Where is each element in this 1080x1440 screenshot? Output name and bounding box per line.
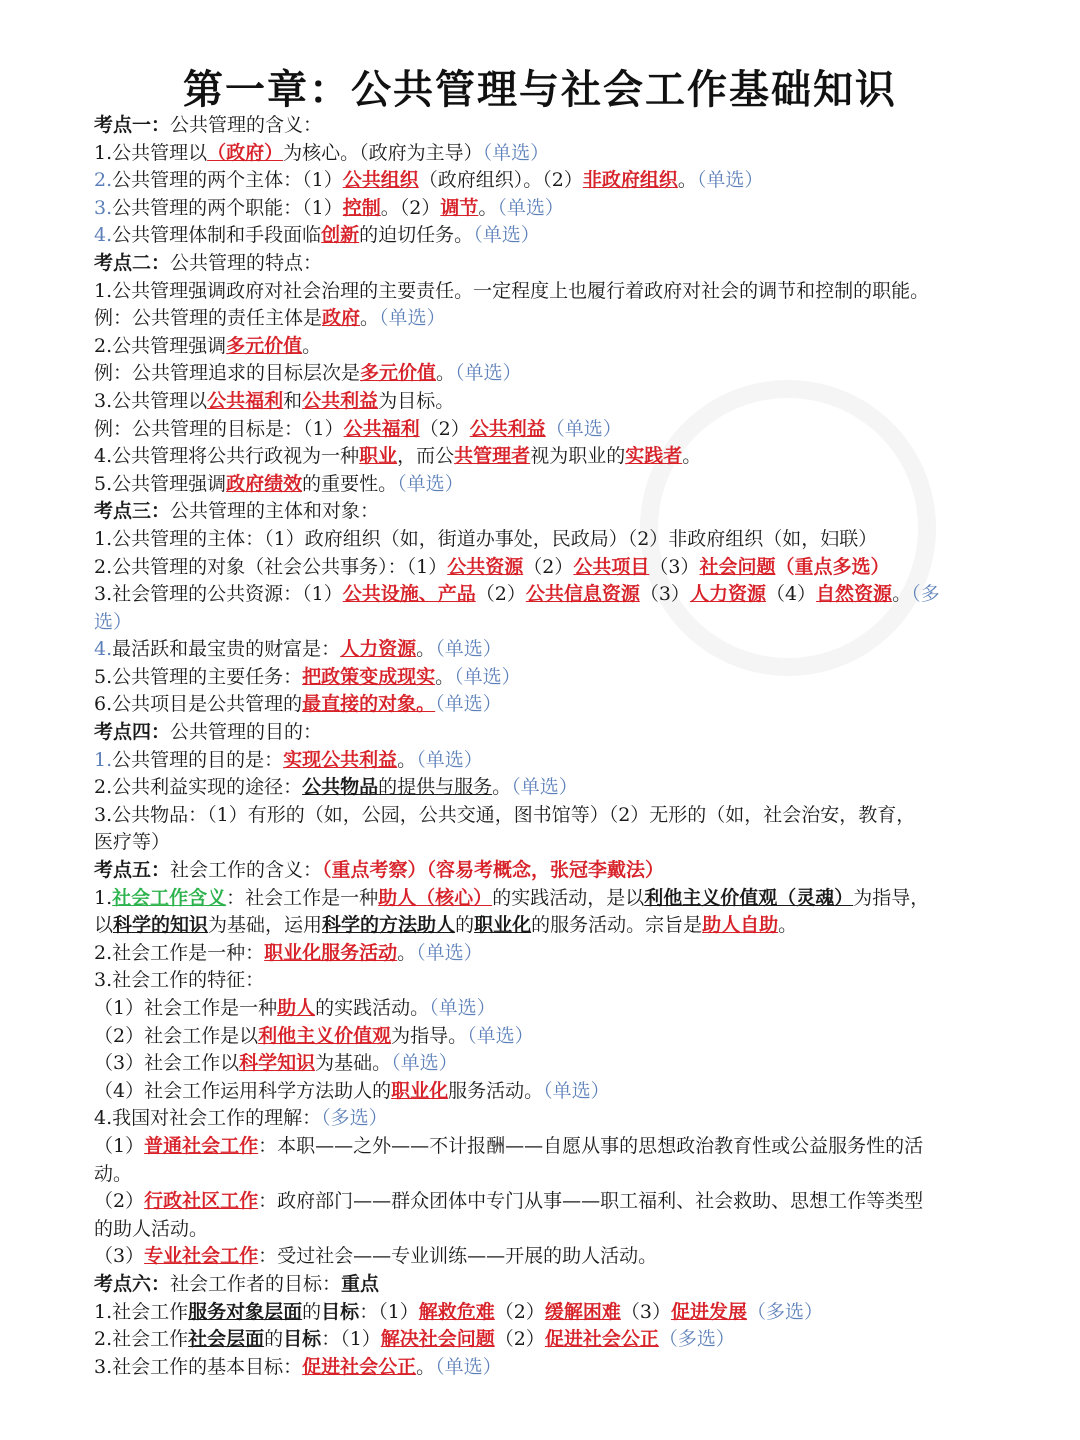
key-term: 人力资源	[689, 583, 766, 606]
text-segment: 考点五：	[94, 859, 171, 882]
text-segment: ：受过社会——专业训练——开展的助人活动。	[258, 1245, 658, 1268]
key-term: 调节	[440, 196, 479, 219]
text-segment: 为基础。	[315, 1052, 392, 1075]
key-term: 非政府组织	[582, 169, 678, 192]
text-line	[94, 471, 1034, 499]
text-segment: 的实践活动，是以	[492, 886, 645, 909]
text-segment: 2.社会工作是一种：	[94, 941, 265, 964]
text-segment: 考点二：	[94, 251, 171, 274]
text-segment: 医疗等）	[94, 831, 171, 854]
text-segment: 2.社会工作	[94, 1328, 189, 1351]
text-segment: （3）	[94, 1245, 145, 1268]
key-term: 利他主义价值观	[258, 1024, 392, 1047]
text-segment: 考点一：	[94, 114, 171, 136]
text-segment: 服务活动。	[448, 1079, 544, 1102]
text-line	[94, 664, 1034, 692]
text-segment: 1.公共管理的主体：（1）政府组织（如，街道办事处，民政局）（2）非政府组织（如，妇联）	[94, 527, 878, 550]
text-segment: 。	[892, 583, 912, 606]
text-line	[94, 802, 1034, 830]
text-segment: 目标	[283, 1328, 322, 1351]
text-segment: 公共管理的目的是：	[112, 748, 284, 771]
text-line	[94, 1133, 1034, 1161]
question-type-tag: （单选）	[454, 665, 521, 688]
key-term: 控制	[342, 196, 381, 219]
key-term: 助人自助	[702, 914, 779, 937]
question-type-tag: （单选）	[473, 224, 540, 247]
question-type-tag: （单选）	[545, 417, 622, 440]
text-segment: 5.公共管理的主要任务：	[94, 665, 303, 688]
text-line	[94, 554, 1034, 582]
text-segment: 。	[435, 665, 455, 688]
text-segment: 视为职业的	[530, 445, 626, 468]
text-line	[94, 333, 1034, 361]
text-segment: 2.公共管理的对象（社会公共事务）：（1）	[94, 555, 448, 578]
section-heading	[94, 1271, 1034, 1299]
key-term: 职业化服务活动	[264, 941, 398, 964]
key-term: 多元价值	[360, 362, 437, 385]
text-segment: （政府组织）。（2）	[418, 169, 583, 192]
question-type-tag: （多选）	[747, 1300, 824, 1323]
section-heading	[94, 498, 1034, 526]
key-term: 科学知识	[239, 1052, 316, 1075]
key-term: 共管理者	[454, 445, 531, 468]
text-segment: 5.公共管理强调	[94, 472, 227, 495]
key-term: 助人（核心）	[378, 886, 493, 909]
text-line	[94, 1188, 1034, 1216]
key-term: 公共资源	[447, 555, 524, 578]
page-title: 第一章：公共管理与社会工作基础知识	[183, 66, 897, 113]
text-segment: （1）社会工作是一种	[94, 997, 278, 1019]
text-segment: 1.公共管理强调政府对社会治理的主要责任。一定程度上也履行着政府对社会的调节和控制的职能。	[94, 279, 930, 302]
key-term: 普通社会工作	[144, 1134, 259, 1157]
key-term: 促进社会公正	[302, 1355, 417, 1378]
text-segment: 3.社会管理的公共资源：（1）	[94, 583, 343, 606]
question-type-tag: （单选）	[435, 638, 502, 661]
key-term: 实现公共利益	[283, 748, 398, 771]
text-segment: 动。	[94, 1162, 133, 1185]
text-segment: 的重要性。	[302, 472, 398, 495]
key-term: 把政策变成现实	[302, 665, 436, 688]
text-segment: （重点多选）	[775, 555, 890, 578]
text-segment: 。	[778, 914, 798, 937]
key-term: 专业社会工作	[144, 1245, 259, 1268]
text-segment: 公共管理的目的：	[170, 721, 323, 744]
text-segment: 。	[416, 638, 436, 661]
text-segment: 例：公共管理的目标是：（1）	[94, 417, 344, 440]
text-segment: 的服务活动。宗旨是	[531, 914, 703, 937]
question-type-tag: 1.	[94, 748, 113, 771]
text-segment: 。	[416, 1355, 436, 1378]
question-type-tag: （单选）	[497, 196, 564, 219]
text-segment: （1）	[94, 1134, 145, 1157]
text-segment: 2.公共利益实现的途径：	[94, 776, 303, 799]
text-line	[94, 195, 1034, 223]
key-term: 政府绩效	[226, 472, 303, 495]
text-line	[94, 1299, 1034, 1327]
section-heading	[94, 250, 1034, 278]
key-term: 创新	[321, 224, 360, 247]
text-segment: 考点三：	[94, 500, 171, 523]
text-line	[94, 774, 1034, 802]
text-segment: 公共管理的两个主体：（1）	[112, 169, 343, 192]
text-segment: 1.公共管理以	[94, 141, 208, 164]
text-segment: 的	[264, 1328, 284, 1351]
text-segment: 科学的方法助人	[322, 914, 456, 937]
text-line	[94, 167, 1034, 195]
text-segment: 2.公共管理强调	[94, 334, 227, 357]
key-term: 公共组织	[342, 169, 419, 192]
key-term: 促进发展	[671, 1300, 748, 1323]
key-term: 自然资源	[816, 583, 893, 606]
key-term: 公共福利	[343, 417, 420, 440]
text-line	[94, 581, 1034, 609]
text-line	[94, 1078, 1034, 1106]
key-term: 促进社会公正	[544, 1328, 659, 1351]
question-type-tag: （单选）	[379, 307, 446, 330]
key-term: 政府	[322, 307, 361, 330]
question-type-tag: （单选）	[455, 362, 522, 385]
text-segment: 3.公共物品：（1）有形的（如，公园，公共交通，图书馆等）（2）无形的（如，社会治安，教育，	[94, 803, 916, 826]
text-segment: 的提供与服务	[378, 776, 493, 799]
question-type-tag: （单选）	[543, 1079, 610, 1102]
text-segment: 为基础，运用	[208, 914, 323, 937]
question-type-tag: 4.	[94, 224, 113, 247]
key-term: 公共利益	[469, 417, 546, 440]
text-segment: 社会工作者的目标：	[170, 1272, 342, 1295]
question-type-tag: （单选）	[416, 941, 483, 964]
text-segment: 例：公共管理追求的目标层次是	[94, 362, 361, 385]
key-term: 职业化	[391, 1079, 449, 1102]
question-type-tag: （单选）	[397, 472, 464, 495]
text-segment: 服务对象层面	[188, 1300, 303, 1323]
text-line	[94, 691, 1034, 719]
key-term: 解救危难	[418, 1300, 495, 1323]
question-type-tag: （单选）	[467, 1024, 534, 1047]
text-segment: 为核心。（政府为主导）	[283, 141, 483, 164]
text-segment: ：政府部门——群众团体中专门从事——职工福利、社会救助、思想工作等类型	[258, 1190, 924, 1213]
key-term: 最直接的对象。	[302, 693, 436, 716]
text-segment: 。（2）	[380, 196, 441, 219]
text-segment: 的迫切任务。	[359, 224, 474, 247]
text-segment: 的实践活动。	[315, 997, 430, 1019]
text-segment: （2）	[94, 1190, 145, 1213]
text-segment: 社会工作的含义：	[170, 859, 323, 882]
text-segment: （2）	[419, 417, 470, 440]
text-segment: 6.公共项目是公共管理的	[94, 693, 303, 716]
text-segment: 公共管理的含义：	[170, 114, 323, 136]
text-segment: 利他主义价值观（灵魂）	[644, 886, 854, 909]
text-segment: 公共管理的特点：	[170, 251, 323, 274]
text-line	[94, 1161, 1034, 1189]
text-line	[94, 609, 1034, 637]
section-heading	[94, 112, 1034, 140]
text-line	[94, 995, 1034, 1023]
text-line	[94, 1216, 1034, 1244]
text-line	[94, 140, 1034, 168]
text-line	[94, 747, 1034, 775]
text-segment: 社会层面	[188, 1328, 265, 1351]
key-term: 实践者	[625, 445, 683, 468]
text-segment: ：本职——之外——不计报酬——自愿从事的思想政治教育性或公益服务性的活	[258, 1134, 924, 1157]
question-type-tag: （单选）	[482, 141, 550, 164]
question-type-tag: （单选）	[511, 776, 578, 799]
key-term: （政府）	[207, 141, 284, 164]
text-segment: 公共管理的主体和对象：	[170, 500, 380, 523]
key-term: 公共福利	[207, 389, 284, 412]
text-segment: 公共管理的两个职能：（1）	[112, 196, 343, 219]
key-term: 缓解困难	[544, 1300, 621, 1323]
text-line	[94, 443, 1034, 471]
text-segment: 。	[436, 362, 456, 385]
text-segment: 。	[492, 776, 512, 799]
text-line	[94, 222, 1034, 250]
section-heading	[94, 719, 1034, 747]
text-segment: ：（1）	[321, 1328, 381, 1351]
text-segment: 社会工作含义	[112, 886, 227, 909]
text-segment: 4.公共管理将公共行政视为一种	[94, 445, 360, 468]
text-segment: （3）	[639, 583, 690, 606]
text-line	[94, 1354, 1034, 1382]
question-type-tag: （单选）	[435, 693, 502, 716]
text-segment: （4）社会工作运用科学方法助人的	[94, 1079, 392, 1102]
text-segment: 的助人活动。	[94, 1217, 209, 1240]
question-type-tag: （单选）	[696, 169, 764, 192]
text-line	[94, 1105, 1034, 1133]
text-line	[94, 360, 1034, 388]
text-segment: ：（1）	[359, 1300, 419, 1323]
text-segment: （2）社会工作是以	[94, 1024, 259, 1047]
text-segment: 公共管理体制和手段面临	[112, 224, 322, 247]
text-segment: （3）	[620, 1300, 671, 1323]
text-segment: （2）	[475, 583, 526, 606]
text-segment: 1.	[94, 886, 113, 909]
text-segment: 。	[677, 169, 697, 192]
key-term: 公共设施、产品	[342, 583, 476, 606]
text-line	[94, 526, 1034, 554]
text-segment: 。	[478, 196, 498, 219]
text-line	[94, 636, 1034, 664]
text-segment: 考点六：	[94, 1272, 171, 1295]
text-segment: 。	[397, 941, 417, 964]
text-segment: 4.我国对社会工作的理解：	[94, 1107, 322, 1130]
text-segment: （3）	[649, 555, 700, 578]
key-term: 助人	[277, 997, 316, 1019]
text-segment: 。	[360, 307, 380, 330]
text-segment: 。	[397, 748, 417, 771]
text-line	[94, 967, 1034, 995]
text-segment: 重点	[341, 1272, 380, 1295]
notes-body	[94, 112, 1034, 1381]
key-term: 职业	[359, 445, 398, 468]
section-heading	[94, 857, 1034, 885]
text-segment: （2）	[494, 1300, 545, 1323]
key-term: 公共信息资源	[525, 583, 640, 606]
text-segment: 为指导。	[391, 1024, 468, 1047]
text-segment: 例：公共管理的责任主体是	[94, 307, 323, 330]
text-segment: 目标	[321, 1300, 360, 1323]
key-term: 行政社区工作	[144, 1190, 259, 1213]
text-line	[94, 940, 1034, 968]
question-type-tag: （单选）	[416, 748, 483, 771]
text-segment: （4）	[765, 583, 817, 606]
text-segment: 的	[455, 914, 475, 937]
text-segment: 。	[302, 334, 322, 357]
text-segment: 为目标。	[378, 389, 455, 412]
question-type-tag: （单选）	[391, 1052, 458, 1075]
question-type-tag: 4.	[94, 638, 113, 661]
text-segment: 和	[283, 389, 303, 412]
text-segment: 为指导，	[853, 886, 930, 909]
text-line	[94, 1023, 1034, 1051]
question-type-tag: （多选）	[658, 1328, 735, 1351]
text-segment: 以	[94, 914, 114, 937]
text-line	[94, 829, 1034, 857]
text-segment: 。	[682, 445, 702, 468]
text-segment: 3.社会工作的特征：	[94, 969, 265, 992]
text-line	[94, 1050, 1034, 1078]
key-term: 公共项目	[573, 555, 650, 578]
text-segment: ，而公	[397, 445, 455, 468]
text-segment: （重点考察）（容易考概念，张冠李戴法）	[322, 859, 665, 882]
text-segment: 最活跃和最宝贵的财富是：	[112, 638, 341, 661]
text-segment: （2）	[523, 555, 574, 578]
text-line	[94, 388, 1034, 416]
text-segment: 3.社会工作的基本目标：	[94, 1355, 303, 1378]
text-line	[94, 912, 1034, 940]
key-term: 多元价值	[226, 334, 303, 357]
text-line	[94, 885, 1034, 913]
text-line	[94, 1326, 1034, 1354]
question-type-tag: （多	[911, 583, 940, 606]
text-segment: 3.公共管理以	[94, 389, 208, 412]
key-term: 人力资源	[340, 638, 417, 661]
key-term: 社会问题	[699, 555, 776, 578]
text-segment: ：社会工作是一种	[226, 886, 379, 909]
question-type-tag: 选）	[94, 610, 133, 633]
text-segment: 职业化	[474, 914, 532, 937]
text-segment: 考点四：	[94, 721, 171, 744]
key-term: 公共利益	[302, 389, 379, 412]
question-type-tag: 3.	[94, 196, 113, 219]
text-segment: （2）	[494, 1328, 545, 1351]
text-line	[94, 278, 1034, 306]
question-type-tag: （多选）	[321, 1107, 388, 1130]
text-segment: 的	[302, 1300, 322, 1323]
question-type-tag: 2.	[94, 169, 113, 192]
text-line	[94, 305, 1034, 333]
key-term: 解决社会问题	[380, 1328, 495, 1351]
question-type-tag: （单选）	[429, 997, 496, 1019]
text-line	[94, 416, 1034, 444]
text-line	[94, 1243, 1034, 1271]
text-segment: 科学的知识	[113, 914, 209, 937]
text-segment: （3）社会工作以	[94, 1052, 240, 1075]
text-segment: 1.社会工作	[94, 1300, 189, 1323]
question-type-tag: （单选）	[435, 1355, 502, 1378]
text-segment: 公共物品	[302, 776, 379, 799]
